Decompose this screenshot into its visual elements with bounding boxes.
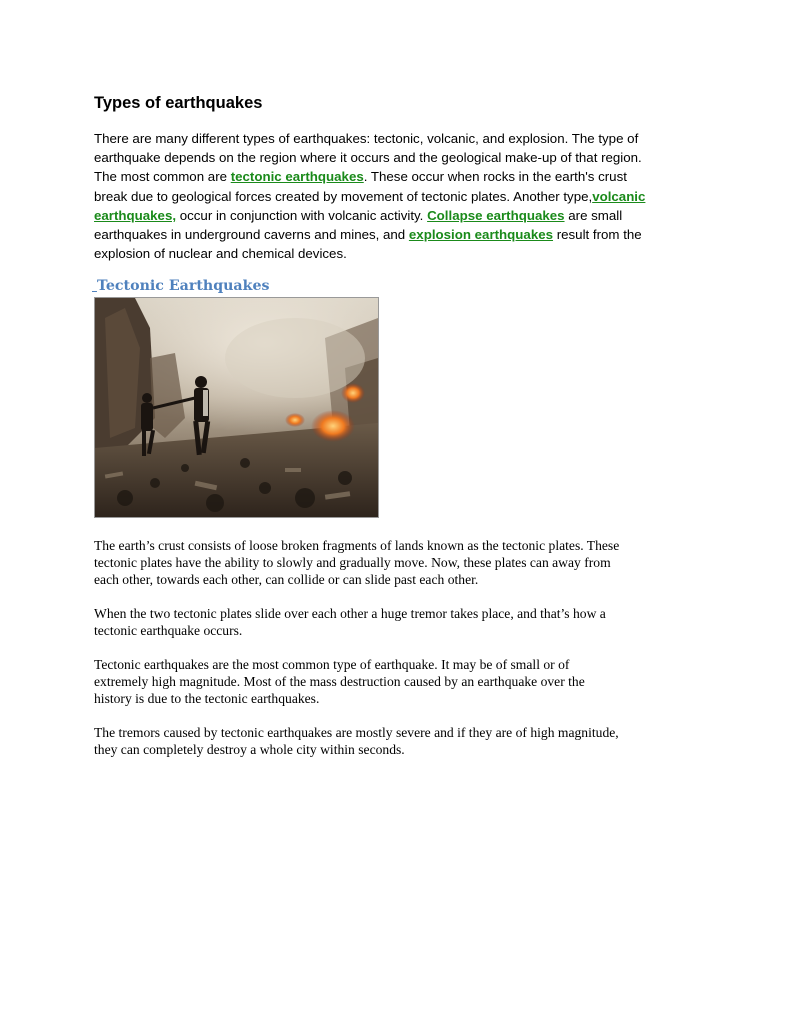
paragraph-line: tectonic earthquake occurs. [94, 623, 243, 638]
link-tectonic-earthquakes[interactable]: tectonic earthquakes [230, 169, 364, 185]
link-explosion-earthquakes[interactable]: explosion earthquakes [408, 227, 554, 243]
intro-text: The most common are [94, 169, 231, 185]
paragraph-line: each other, towards each other, can collide or can slide past each other. [94, 572, 479, 587]
body-text [94, 537, 699, 775]
paragraph-line: extremely high magnitude. Most of the mass destruction caused by an earthquake over the [94, 674, 585, 689]
paragraph [94, 724, 699, 758]
section-heading-tectonic [92, 276, 269, 296]
intro-line: explosion of nuclear and chemical devices. [94, 246, 347, 262]
paragraph-line: they can completely destroy a whole city within seconds. [94, 742, 405, 757]
link-volcanic-earthquakes-cont[interactable]: earthquakes, [94, 207, 177, 223]
intro-line: There are many different types of earthquakes: tectonic, volcanic, and explosion. The type of [94, 131, 639, 146]
intro-text: earthquakes in underground caverns and mines, and [94, 227, 409, 243]
intro-paragraph [94, 129, 694, 263]
intro-text: break due to geological forces created by movement of tectonic plates. Another type, [94, 188, 593, 204]
paragraph-line: Tectonic earthquakes are the most common type of earthquake. It may be of small or of [94, 657, 570, 672]
paragraph-line: The earth’s crust consists of loose broken fragments of lands known as the tectonic plates. These [94, 538, 620, 553]
paragraph [94, 656, 699, 707]
link-volcanic-earthquakes[interactable]: volcanic [592, 188, 646, 204]
paragraph [94, 605, 699, 639]
section-heading-text: Tectonic Earthquakes [96, 278, 270, 294]
page-title: Types of earthquakes [94, 94, 263, 112]
paragraph-line: When the two tectonic plates slide over each other a huge tremor takes place, and that’s how a [94, 606, 606, 621]
intro-text: . These occur when rocks in the earth's crust [363, 169, 627, 185]
intro-line [94, 187, 694, 206]
intro-line [94, 167, 694, 186]
link-collapse-earthquakes[interactable]: Collapse earthquakes [427, 207, 565, 223]
paragraph-line: tectonic plates have the ability to slowly and gradually move. Now, these plates can away from [94, 555, 611, 570]
intro-line [94, 225, 694, 244]
earthquake-photo [94, 297, 379, 518]
intro-line [94, 206, 694, 225]
paragraph [94, 537, 699, 588]
paragraph-line: history is due to the tectonic earthquakes. [94, 691, 320, 706]
intro-text: are small [564, 207, 623, 223]
intro-line: earthquake depends on the region where it occurs and the geological make-up of that region. [94, 150, 642, 166]
intro-text: result from the [553, 227, 642, 243]
earthquake-scene-image [95, 298, 378, 517]
paragraph-line: The tremors caused by tectonic earthquakes are mostly severe and if they are of high magnitude, [94, 725, 619, 740]
intro-text: occur in conjunction with volcanic activity. [176, 207, 428, 223]
